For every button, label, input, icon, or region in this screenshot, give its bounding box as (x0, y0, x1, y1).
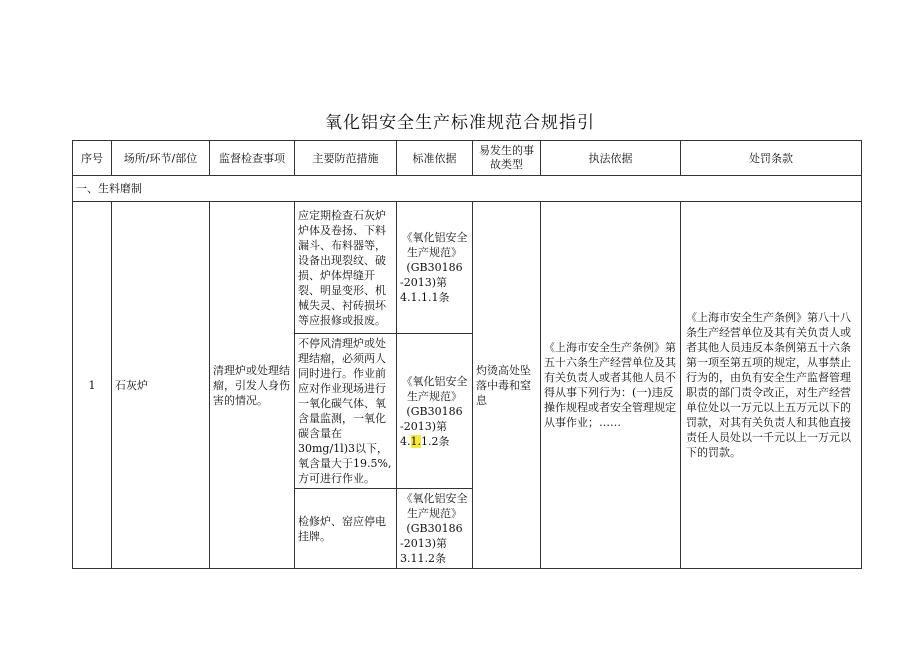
basis-line: 4.1.1.1条 (400, 291, 450, 304)
check-item-cell: 清理炉或处理结瘤，引发人身伤害的情况。 (210, 202, 295, 569)
header-measures: 主要防范措施 (295, 141, 397, 176)
law-basis-cell: 《上海市安全生产条例》第五十六条生产经营单位及其有关负责人或者其他人员不得从事下列行为：(一)违反操作规程或者安全管理规定从事作业；…… (541, 202, 681, 569)
basis-part: 4. (400, 434, 411, 448)
measure-2-text-b: 30mg/1l)3以下，氧含量大于19.5%,方可进行作业。 (298, 442, 392, 485)
basis-line: -2013)第 (400, 419, 448, 433)
measure-3-text: 检修炉、窑应停电挂牌。 (295, 489, 397, 569)
header-law-basis: 执法依据 (541, 141, 681, 176)
table-row (73, 202, 862, 334)
header-check-item: 监督检查事项 (210, 141, 295, 176)
basis-line: -2013)第 (400, 276, 448, 289)
header-accident-type: 易发生的事故类型 (473, 141, 541, 176)
basis-line: -2013)第 (400, 537, 448, 550)
measure-2-text-a: 不停风清理炉或处理结瘤，必须两人同时进行。作业前应对作业现场进行一氧化碳气体、氧含量监测，一氧化碳含量在 (298, 337, 386, 440)
header-penalty: 处罚条款 (681, 141, 862, 176)
header-place: 场所/环节/部位 (112, 141, 210, 176)
measure-1-text: 应定期检查石灰炉炉体及卷扬、下料漏斗、布料器等，设备出现裂纹、破损、炉体焊缝开裂、明显变形、机械失灵、衬砖损坏等应报修或报废。 (295, 202, 397, 334)
section-row (73, 176, 862, 202)
basis-line (400, 434, 469, 449)
header-no: 序号 (73, 141, 112, 176)
header-row (73, 141, 862, 176)
penalty-cell: 《上海市安全生产条例》第八十八条生产经营单位及其有关负责人或者其他人员违反本条例第五十六条第一项至第五项的规定，从事禁止行为的，由负有安全生产监督管理职责的部门责令改正，对生产经营单位处以一万元以上五万元以下的罚款，对其有关负责人和其他直接责任人员处以一千元以上一万元以下的罚款。 (681, 202, 862, 569)
measure-2-text (295, 334, 397, 489)
basis-line: 《氧化铝安全生产规范》 (401, 231, 468, 259)
document-title: 氧化铝安全生产标准规范合规指引 (325, 113, 595, 133)
basis-line: (GB30186 (406, 522, 463, 535)
compliance-table (72, 140, 862, 569)
measure-1-basis (397, 202, 473, 334)
measure-3-basis (397, 489, 473, 569)
section-title: 一、生料磨制 (73, 176, 862, 202)
row-number: 1 (73, 202, 112, 569)
accident-type-cell: 灼烫高处坠落中毒和窒息 (473, 202, 541, 569)
basis-line: 《氧化铝安全生产规范》 (401, 492, 468, 520)
measure-2-basis (397, 334, 473, 489)
header-basis: 标准依据 (397, 141, 473, 176)
basis-part: 1.2条 (421, 434, 450, 448)
basis-line: 3.11.2条 (400, 552, 446, 565)
basis-highlight: 1. (410, 434, 421, 448)
basis-line: (GB30186 (406, 404, 463, 418)
basis-line: 《氧化铝安全生产规范》 (401, 374, 468, 403)
basis-line: (GB30186 (406, 261, 463, 274)
place-cell: 石灰炉 (112, 202, 210, 569)
